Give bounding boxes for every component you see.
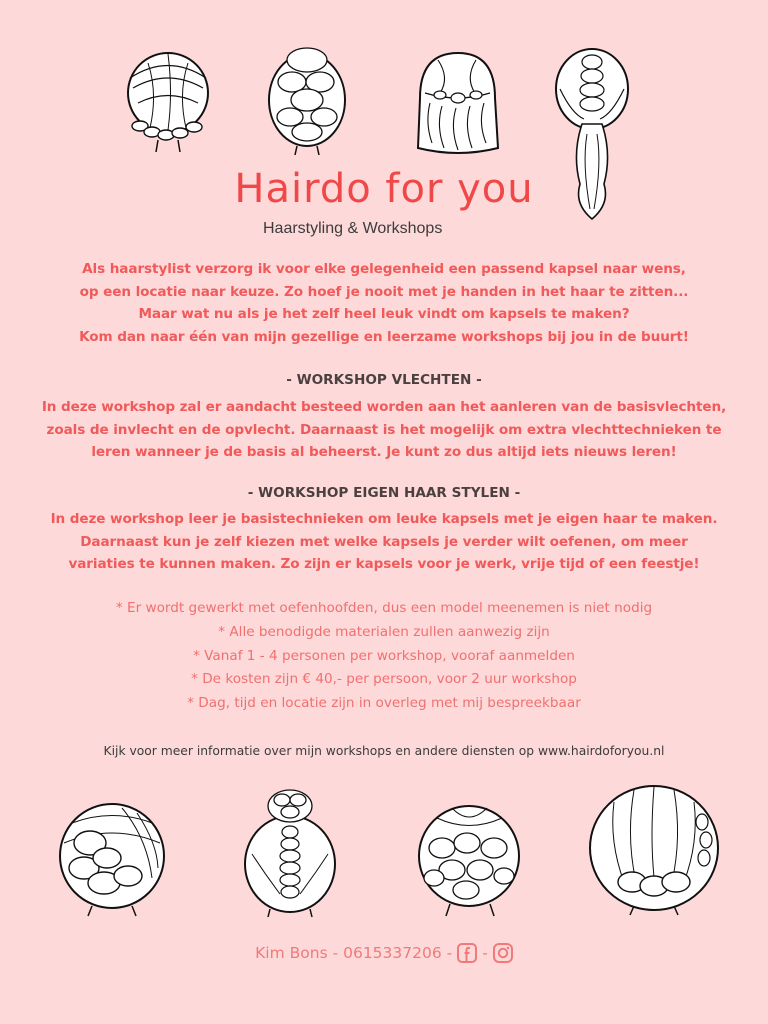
intro-line: Als haarstylist verzorg ik voor elke gelegenheid een passend kapsel naar wens,: [82, 261, 686, 277]
contact-separator: -: [482, 944, 488, 962]
page-subtitle: Haarstyling & Workshops: [263, 220, 443, 237]
intro-line: Maar wat nu als je het zelf heel leuk vindt om kapsels te maken?: [138, 306, 630, 323]
workshop-eigen-haar-line: In deze workshop leer je basistechnieken om leuke kapsels met je eigen haar te maken.: [50, 511, 718, 527]
hairstyle-illustration-low-bun-braid: [584, 782, 724, 917]
hairstyle-illustration-braided-bun: [240, 784, 340, 919]
note-item: * Alle benodigde materialen zullen aanwezig zijn: [218, 623, 550, 640]
note-item: * Er wordt gewerkt met oefenhoofden, dus een model meenemen is niet nodig: [115, 600, 653, 616]
workshop-vlechten-heading: - WORKSHOP VLECHTEN -: [286, 372, 482, 388]
intro-line: op een locatie naar keuze. Zo hoef je nooit met je handen in het haar te zitten...: [79, 283, 689, 300]
contact-line: [0, 940, 768, 966]
workshop-vlechten-paragraph: [0, 396, 768, 464]
workshop-eigen-haar-line: Daarnaast kun je zelf kiezen met welke kapsels je verder wilt oefenen, om meer: [80, 533, 688, 550]
workshop-eigen-haar-heading: - WORKSHOP EIGEN HAAR STYLEN -: [247, 485, 521, 501]
hairstyle-illustration-messy-bun: [262, 42, 352, 157]
note-item: * Vanaf 1 - 4 personen per workshop, vooraf aanmelden: [193, 647, 575, 664]
workshop-vlechten-line: In deze workshop zal er aandacht besteed worden aan het aanleren van de basisvlechten,: [41, 399, 727, 415]
facebook-icon[interactable]: [457, 943, 477, 963]
page-title: Hairdo for you: [234, 166, 534, 212]
hairstyle-illustration-curly-updo: [412, 798, 527, 918]
workshop-vlechten-line: leren wanneer je de basis al beheerst. Je kunt zo dus altijd iets nieuws leren!: [91, 444, 677, 461]
workshop-eigen-haar-paragraph: [0, 508, 768, 576]
intro-paragraph: [0, 258, 768, 348]
hairstyle-illustration-braided-crown: [118, 48, 218, 158]
bottom-illustrations: [0, 780, 768, 930]
hairstyle-illustration-half-up-waves: [410, 48, 505, 158]
intro-line: Kom dan naar één van mijn gezellige en leerzame workshops bij jou in de buurt!: [79, 328, 689, 345]
hairstyle-illustration-flower-bun: [52, 798, 172, 918]
note-item: * De kosten zijn € 40,- per persoon, voor 2 uur workshop: [191, 671, 577, 688]
contact-text: Kim Bons - 0615337206 -: [255, 944, 453, 962]
workshop-vlechten-line: zoals de invlecht en de opvlecht. Daarnaast is het mogelijk om extra vlechttechnieken te: [46, 421, 722, 438]
instagram-icon[interactable]: [493, 943, 513, 963]
workshop-notes: [0, 597, 768, 716]
note-item: * Dag, tijd en locatie zijn in overleg met mij bespreekbaar: [187, 695, 581, 712]
workshop-eigen-haar-line: variaties te kunnen maken. Zo zijn er kapsels voor je werk, vrije tijd of een feestje!: [68, 556, 700, 573]
more-info-text: Kijk voor meer informatie over mijn workshops en andere diensten op www.hairdoforyou.nl: [103, 744, 665, 758]
